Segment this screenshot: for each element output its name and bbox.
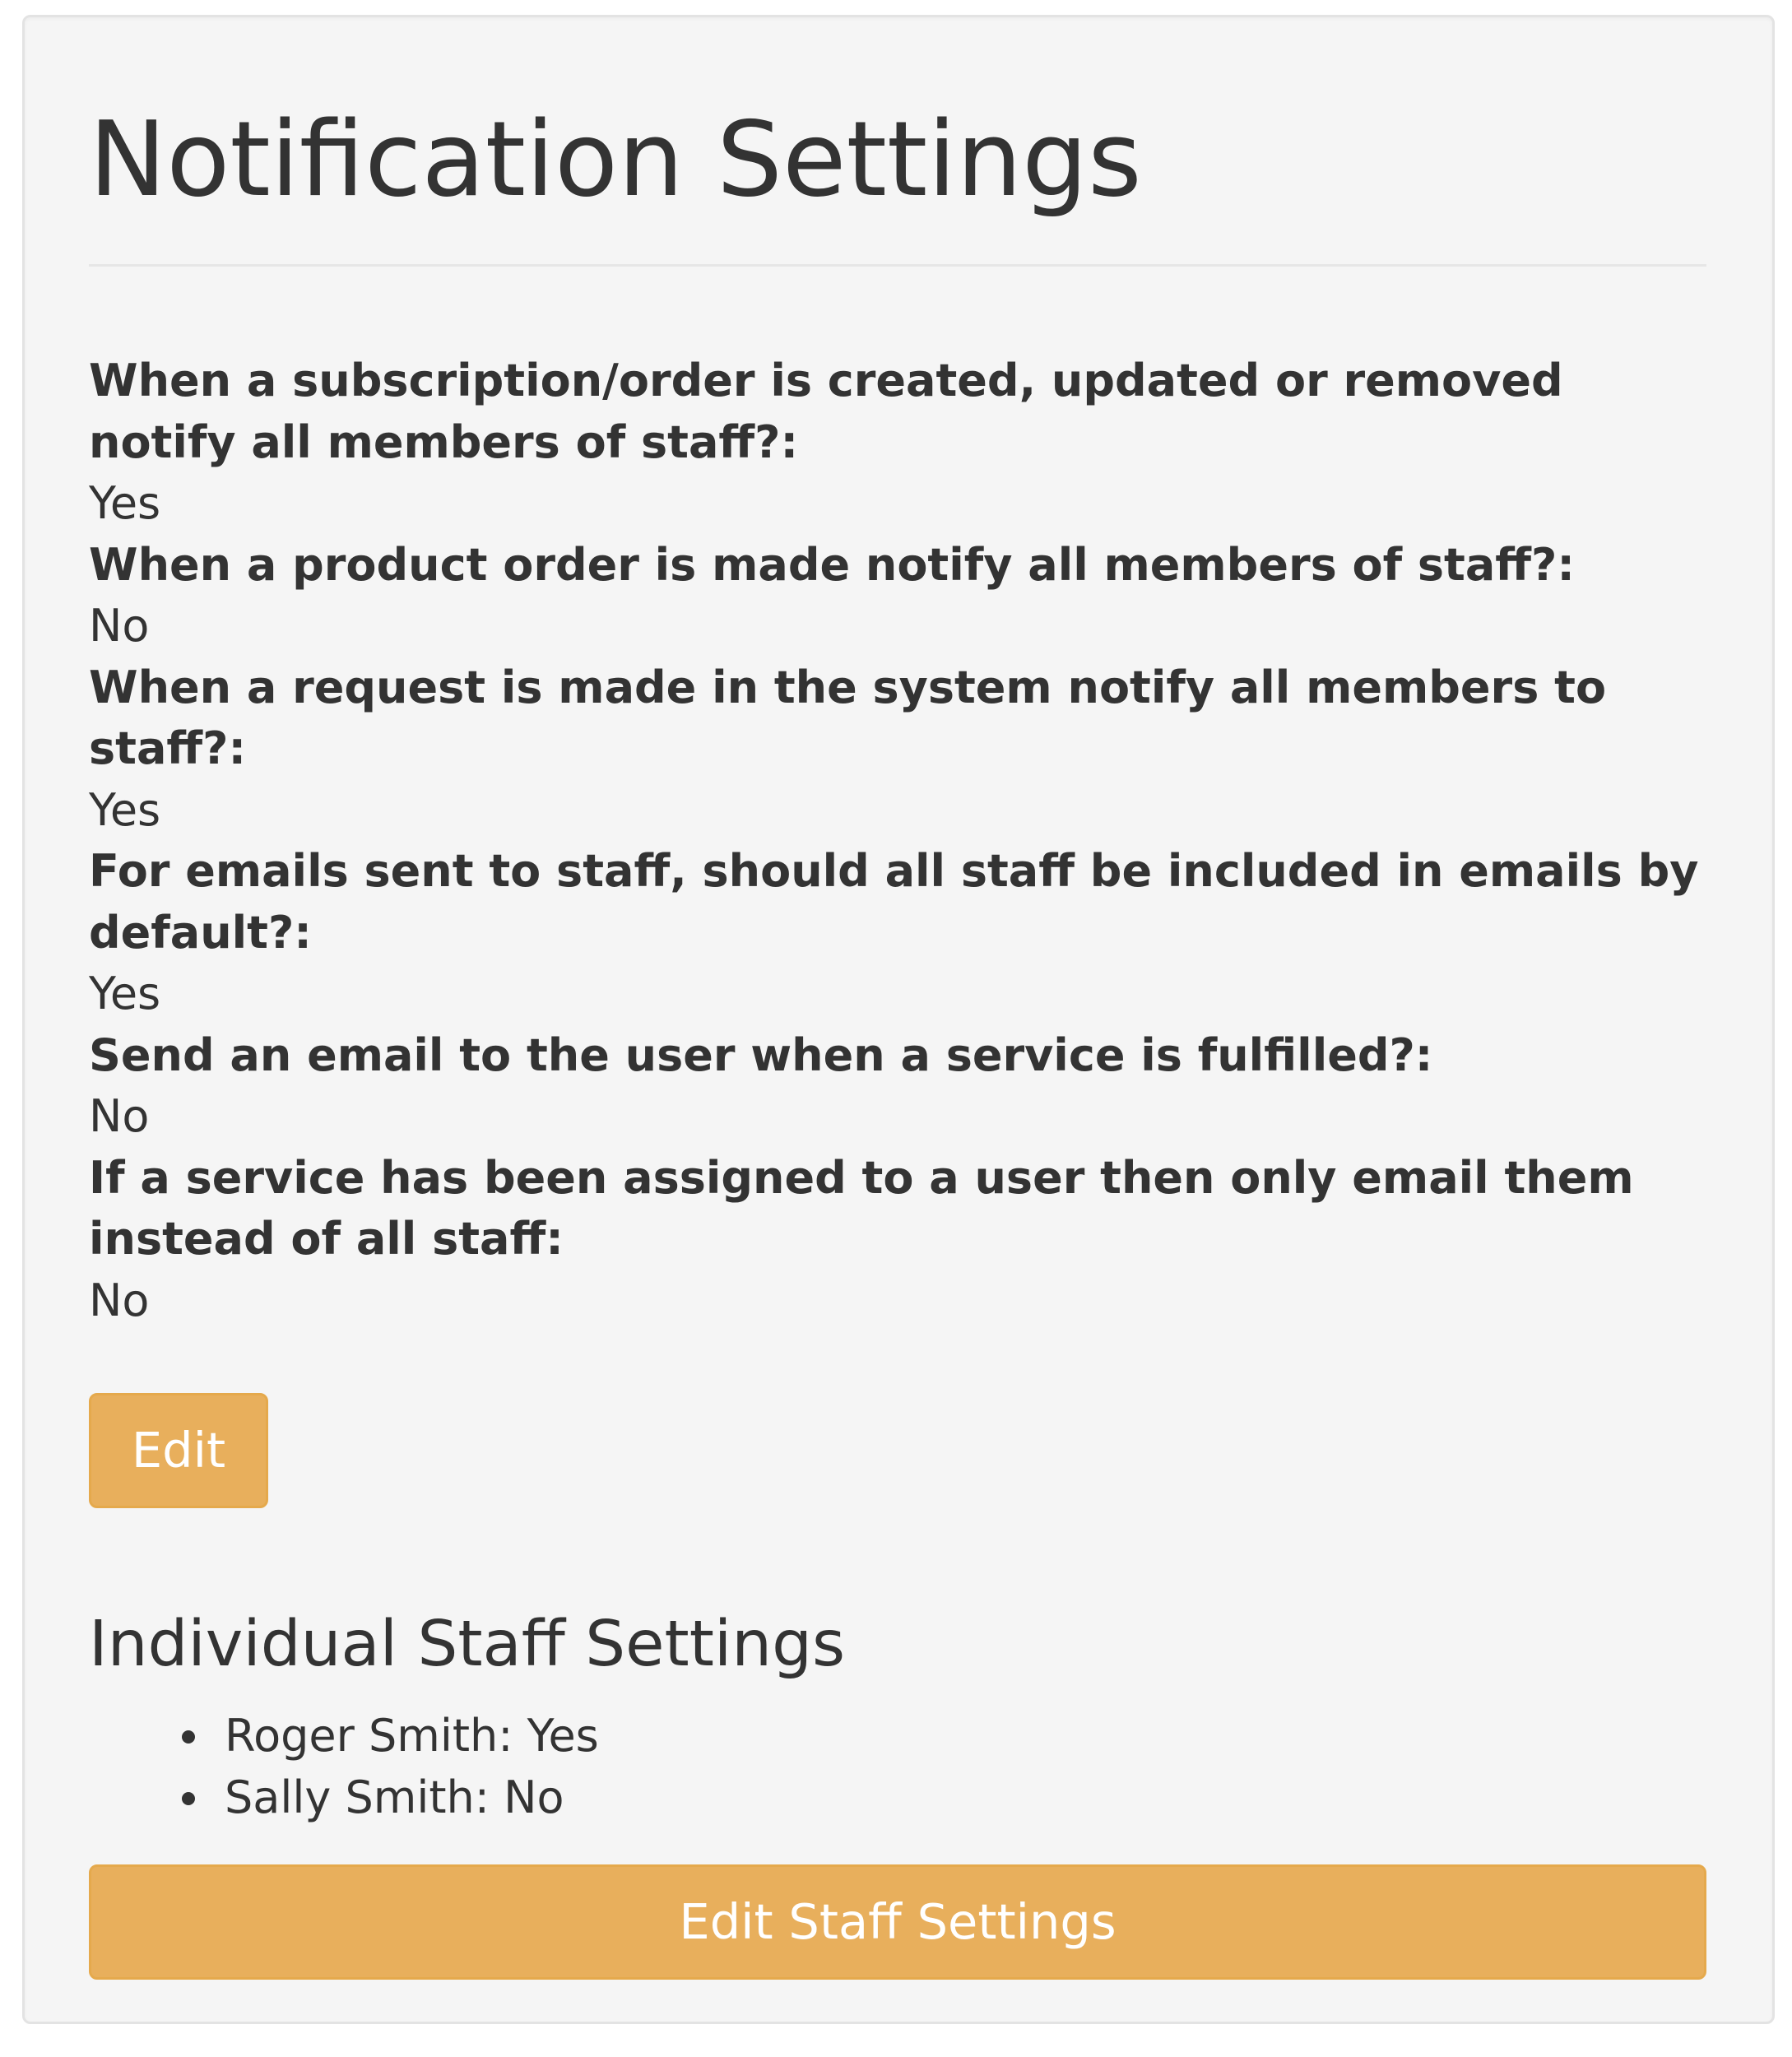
setting-answer-assigned-user-only: No: [89, 1274, 150, 1326]
setting-question-subscription-order: When a subscription/order is created, updated or removed notify all members of staff?:: [89, 355, 1563, 468]
staff-entry-sally-smith: Sally Smith: No: [225, 1771, 564, 1823]
staff-entry-roger-smith: Roger Smith: Yes: [225, 1710, 599, 1762]
list-item: [225, 1706, 599, 1767]
settings-list: [89, 351, 1706, 1331]
notification-settings-panel: [22, 15, 1775, 2024]
edit-staff-settings-button[interactable]: Edit Staff Settings: [89, 1864, 1706, 1980]
bullet-icon: [182, 1792, 195, 1805]
setting-question-product-order: When a product order is made notify all members of staff?:: [89, 538, 1575, 591]
setting-question-request-made: When a request is made in the system notify all members to staff?:: [89, 661, 1607, 774]
setting-answer-include-all-staff: Yes: [89, 968, 161, 1019]
setting-answer-subscription-order: Yes: [89, 477, 161, 529]
bullet-icon: [182, 1730, 195, 1744]
setting-answer-request-made: Yes: [89, 783, 161, 836]
setting-answer-service-fulfilled: No: [89, 1090, 150, 1142]
setting-question-assigned-user-only: If a service has been assigned to a user then only email them instead of all staff:: [89, 1151, 1634, 1265]
setting-question-include-all-staff: For emails sent to staff, should all staff be included in emails by default?:: [89, 845, 1699, 959]
staff-settings-title: Individual Staff Settings: [89, 1608, 846, 1681]
setting-question-service-fulfilled: Send an email to the user when a service is fulfilled?:: [89, 1028, 1433, 1081]
edit-button[interactable]: Edit: [89, 1393, 268, 1508]
title-divider: [89, 264, 1706, 267]
page-title: Notification Settings: [89, 99, 1142, 220]
list-item: [225, 1767, 599, 1829]
staff-list: [89, 1706, 599, 1828]
setting-answer-product-order: No: [89, 600, 150, 652]
